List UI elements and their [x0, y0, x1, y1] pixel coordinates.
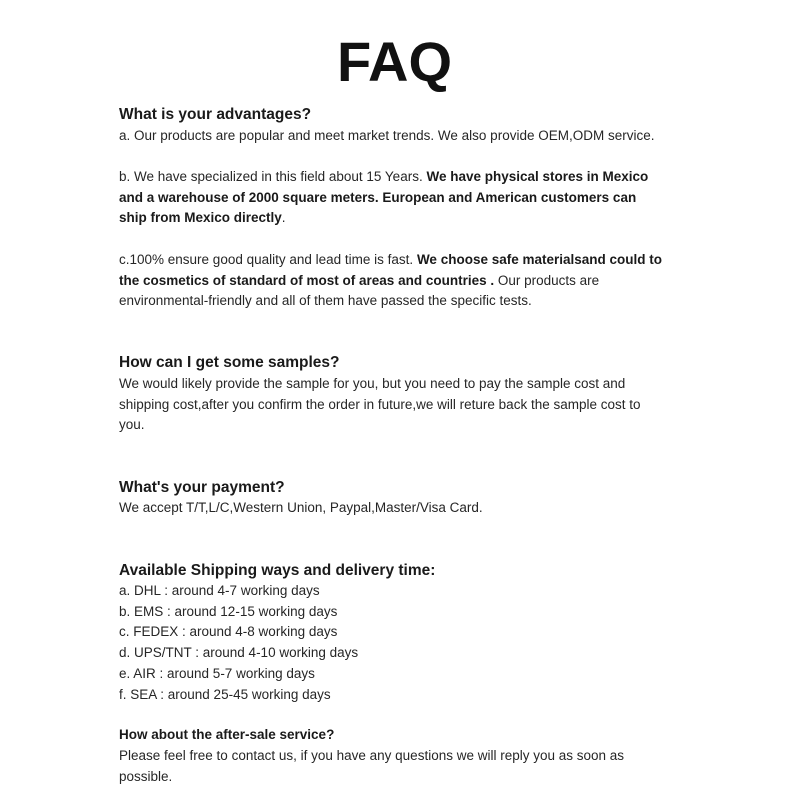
answer-advantages-b-plain: b. We have specialized in this field about 15 Years. [119, 169, 427, 184]
shipping-item-ems: b. EMS : around 12-15 working days [119, 603, 338, 619]
answer-advantages-a: a. Our products are popular and meet market trends. We also provide OEM,ODM service. [119, 128, 655, 143]
answer-advantages-b-bold: We have physical stores in Mexico and a warehouse of 2000 square meters. European and American customers can ship from Mexico directly [119, 169, 649, 226]
page-title: FAQ [336, 30, 453, 93]
question-aftersale: How about the after-sale service? [119, 727, 335, 742]
answer-samples: We would likely provide the sample for you, but you need to pay the sample cost and shipping cost,after you confirm the order in future,we will reture back the sample cost to you. [119, 376, 641, 433]
answer-advantages-c-end: Our products are environmental-friendly and all of them have passed the specific tests. [119, 272, 600, 309]
shipping-item-sea: f. SEA : around 25-45 working days [119, 686, 331, 702]
answer-advantages-c-bold: We choose safe materialsand could to the cosmetics of standard of most of areas and countries . [119, 252, 663, 288]
answer-advantages-b-end: . [281, 210, 286, 226]
answer-aftersale: Please feel free to contact us, if you have any questions we will reply you as soon as possible. [119, 748, 625, 784]
shipping-item-air: e. AIR : around 5-7 working days [119, 665, 315, 681]
answer-advantages-c-plain: c.100% ensure good quality and lead time is fast. [119, 252, 417, 267]
answer-advantages-b [119, 167, 667, 229]
question-samples: How can I get some samples? [119, 354, 340, 371]
question-advantages: What is your advantages? [119, 106, 312, 123]
question-payment: What's your payment? [119, 479, 285, 496]
shipping-item-fedex: c. FEDEX : around 4-8 working days [119, 624, 338, 640]
question-shipping: Available Shipping ways and delivery time: [119, 562, 436, 579]
answer-payment: We accept T/T,L/C,Western Union, Paypal,Master/Visa Card. [119, 500, 483, 515]
shipping-item-dhl: a. DHL : around 4-7 working days [119, 583, 320, 598]
shipping-list [119, 581, 679, 705]
answer-advantages-c [119, 250, 667, 312]
shipping-item-ups-tnt: d. UPS/TNT : around 4-10 working days [119, 645, 359, 661]
